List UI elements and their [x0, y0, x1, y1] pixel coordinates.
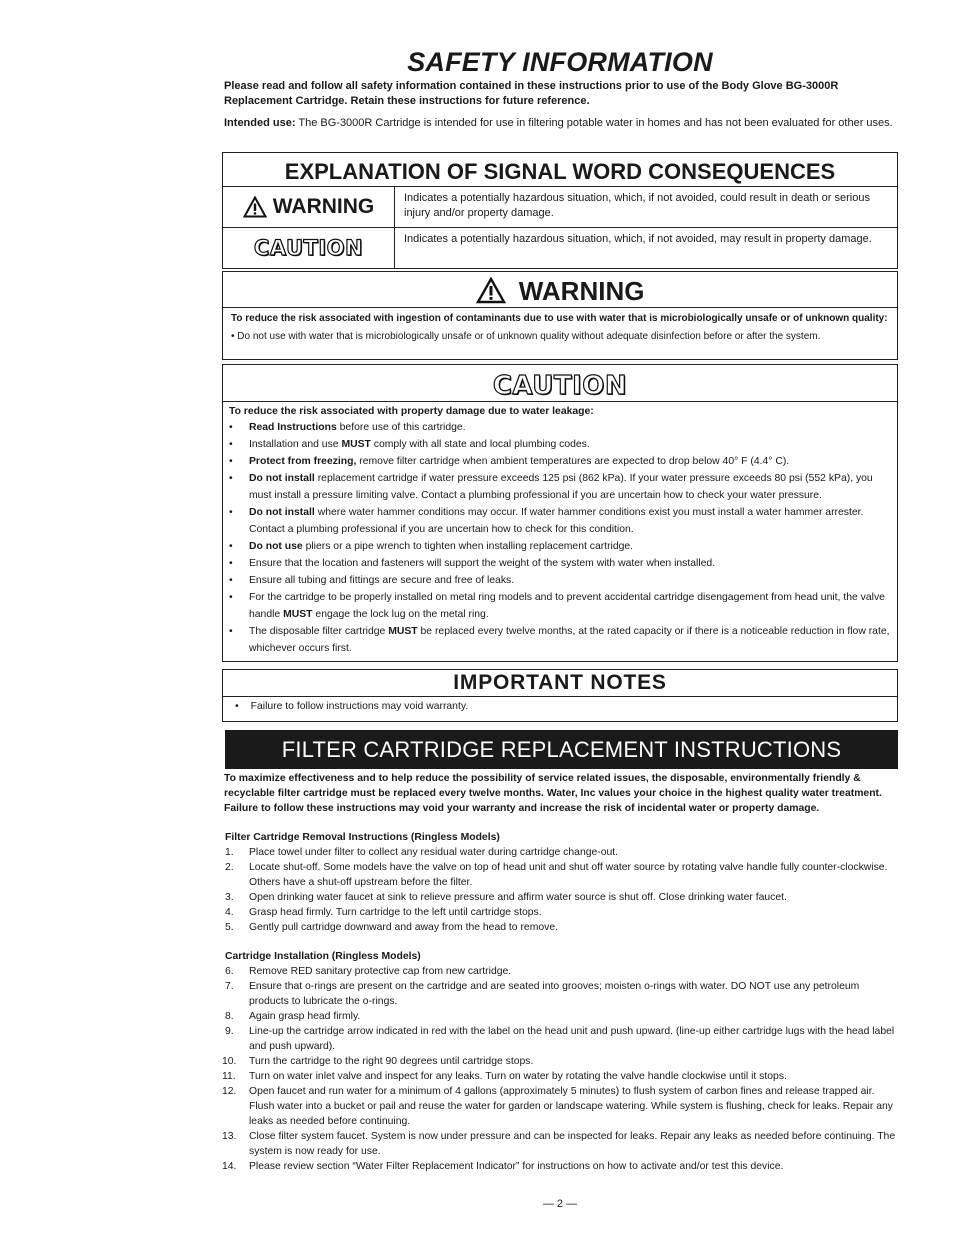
intro-paragraph	[224, 79, 894, 109]
step-item: 4. Grasp head firmly. Turn cartridge to the left until cartridge stops.	[225, 907, 542, 918]
warning-header	[223, 272, 897, 308]
removal-instructions	[225, 830, 901, 935]
warning-title: WARNING	[518, 276, 645, 306]
removal-steps	[225, 845, 901, 935]
caution-lead: To reduce the risk associated with property damage due to water leakage:	[229, 406, 594, 417]
caution-item: • The disposable filter cartridge MUST be replaced every twelve months, at the rated capacity or if there is a noticeable reduction in flow rate, whichever occurs first.	[229, 623, 891, 657]
signal-row-caution	[223, 227, 897, 268]
installation-heading: Cartridge Installation (Ringless Models)	[225, 951, 421, 962]
replacement-intro: To maximize effectiveness and to help reduce the possibility of service related issues, the disposable, environmentally friendly & recyclable filter cartridge must be replaced every twelve months. Water, Inc values your choice in the highest quality water treatment. Failure to follow these instructions may void your warranty and increase the risk of incidental water or property damage.	[224, 773, 882, 814]
step-item: 5. Gently pull cartridge downward and away from the head to remove.	[225, 922, 558, 933]
caution-item: • Do not install where water hammer conditions may occur. If water hammer conditions exist you must install a water hammer arrester. Contact a plumbing professional if you are uncertain how to check for this condition.	[229, 504, 891, 538]
caution-item: • Read Instructions before use of this cartridge.	[229, 419, 891, 436]
step-item: 10. Turn the cartridge to the right 90 degrees until cartridge stops.	[222, 1056, 534, 1067]
step-item: 1. Place towel under filter to collect any residual water during cartridge change-out.	[225, 847, 619, 858]
important-notes-box	[222, 669, 898, 722]
intended-use-label: Intended use:	[224, 117, 296, 129]
step-item: 11. Turn on water inlet valve and inspect for any leaks. Turn on water by rotating the valve handle clockwise until it stops.	[222, 1071, 787, 1082]
replacement-banner: FILTER CARTRIDGE REPLACEMENT INSTRUCTIONS	[225, 730, 898, 769]
step-item: 13. Close filter system faucet. System is now under pressure and can be inspected for leaks. Repair any leaks as needed before continuing. The system is now ready for use.	[222, 1131, 896, 1157]
caution-item: • Protect from freezing, remove filter cartridge when ambient temperatures are expected to drop below 40° F (4.4° C).	[229, 453, 891, 470]
installation-instructions	[222, 949, 901, 1174]
signal-word-warning: WARNING	[272, 195, 375, 218]
caution-list	[229, 419, 891, 657]
installation-steps	[222, 964, 901, 1174]
caution-item: • Do not use pliers or a pipe wrench to tighten when installing replacement cartridge.	[229, 538, 891, 555]
caution-body	[223, 402, 897, 657]
warning-triangle-icon	[476, 277, 506, 304]
signal-word-table	[222, 152, 898, 269]
signal-text-caution: Indicates a potentially hazardous situation, which, if not avoided, may result in property damage.	[404, 233, 872, 245]
caution-title: CAUTION	[492, 371, 628, 401]
caution-item: • Ensure all tubing and fittings are secure and free of leaks.	[229, 572, 891, 589]
step-item: 3. Open drinking water faucet at sink to relieve pressure and affirm water source is shut off. Close drinking water faucet.	[225, 892, 787, 903]
caution-item: • For the cartridge to be properly installed on metal ring models and to prevent accidental cartridge disengagement from head unit, the valve handle MUST engage the lock lug on the metal ring.	[229, 589, 891, 623]
warning-item: • Do not use with water that is microbiologically unsafe or of unknown quality without adequate disinfection before or after the system.	[231, 331, 821, 342]
important-notes-title: IMPORTANT NOTES	[223, 670, 897, 697]
step-item: 2. Locate shut-off. Some models have the valve on top of head unit and shut off water source by rotating valve handle fully counter-clockwise. Others have a shut-off upstream before the filter.	[225, 862, 888, 888]
signal-label-caution	[223, 228, 395, 268]
intended-use-text: The BG-3000R Cartridge is intended for use in filtering potable water in homes and has not been evaluated for other uses.	[295, 117, 893, 129]
intro-text: Please read and follow all safety information contained in these instructions prior to use of the Body Glove BG-3000R Replacement Cartridge. Retain these instructions for future reference.	[224, 80, 839, 107]
step-item: 8. Again grasp head firmly.	[225, 1011, 361, 1022]
step-item: 12. Open faucet and run water for a minimum of 4 gallons (approximately 5 minutes) to flush system of carbon fines and release trapped air. Flush water into a bucket or pail and reuse the water for garden or landscape watering. While system is flushing, check for leaks. Repair any leaks as needed before continuing.	[222, 1086, 893, 1127]
signal-text-warning: Indicates a potentially hazardous situation, which, if not avoided, could result in death or serious injury and/or property damage.	[404, 192, 870, 219]
step-item: 14. Please review section “Water Filter Replacement Indicator” for instructions on how to activate and/or test this device.	[222, 1161, 784, 1172]
signal-label-warning	[223, 187, 395, 227]
warning-box	[222, 271, 898, 360]
caution-item: • Installation and use MUST comply with all state and local plumbing codes.	[229, 436, 891, 453]
intended-use-paragraph	[224, 116, 894, 131]
page-number: — 2 —	[542, 1198, 578, 1210]
caution-header	[223, 365, 897, 402]
warning-triangle-icon	[243, 196, 267, 218]
signal-table-title: EXPLANATION OF SIGNAL WORD CONSEQUENCES	[284, 159, 836, 184]
important-note-item: • Failure to follow instructions may void warranty.	[223, 697, 897, 712]
signal-word-caution: CAUTION	[253, 236, 364, 260]
signal-row-warning	[223, 186, 897, 227]
step-item: 7. Ensure that o-rings are present on the cartridge and are seated into grooves; moisten o-rings with water. DO NOT use any petroleum products to lubricate the o-rings.	[225, 981, 860, 1007]
warning-body	[223, 308, 897, 344]
page-title: SAFETY INFORMATION	[407, 47, 713, 77]
step-item: 6. Remove RED sanitary protective cap from new cartridge.	[225, 966, 512, 977]
step-item: 9. Line-up the cartridge arrow indicated in red with the label on the head unit and push upward. (line-up either cartridge lugs with the head label and push upward).	[225, 1026, 895, 1052]
caution-box	[222, 364, 898, 662]
caution-item: • Do not install replacement cartridge if water pressure exceeds 125 psi (862 kPa). If your water pressure exceeds 80 psi (552 kPa), you must install a pressure limiting valve. Contact a plumbing professional if you are uncertain how to check your water pressure.	[229, 470, 891, 504]
removal-heading: Filter Cartridge Removal Instructions (Ringless Models)	[225, 832, 500, 843]
warning-lead: To reduce the risk associated with ingestion of contaminants due to use with water that is microbiologically unsafe or of unknown quality:	[231, 313, 888, 324]
caution-item: • Ensure that the location and fasteners will support the weight of the system with water when installed.	[229, 555, 891, 572]
